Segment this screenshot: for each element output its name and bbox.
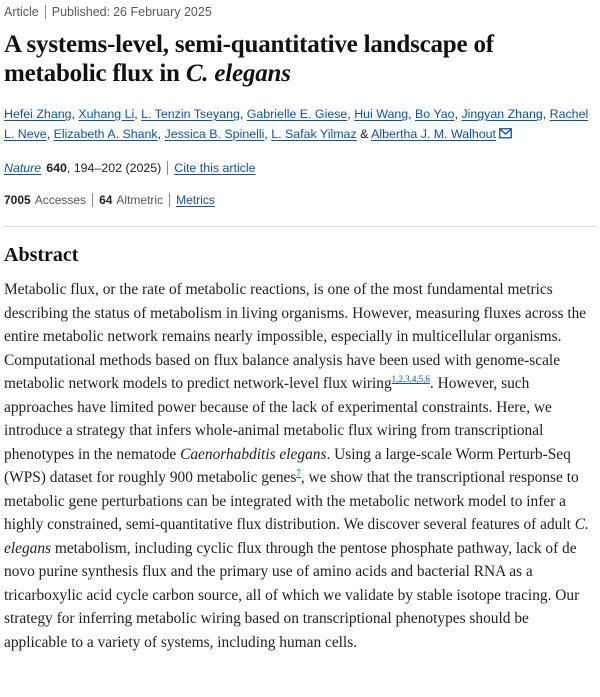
author-separator: , [454, 107, 462, 121]
author-separator: , [542, 107, 550, 121]
author-link[interactable]: Bo Yao [415, 107, 455, 121]
author-link[interactable]: Hui Wang [354, 107, 409, 121]
published-date: 26 February 2025 [113, 5, 212, 19]
author-separator: , [239, 107, 247, 121]
species-name: Caenorhabditis elegans [180, 445, 327, 463]
altmetric-count: 64 [99, 193, 113, 207]
abstract-text: Metabolic flux, or the rate of metabolic reactions, is one of the most fundamental metrics describing the status of metabolism in living organisms. However, measuring fluxes across the entire metabolic network remains nearly impossible, especially in multicellular organisms. Computational methods based on flux balance analysis have been used with genome-scale metabolic network models to predict network-level flux wiring [4, 281, 587, 392]
abstract-paragraph [4, 278, 594, 654]
accesses-label: Accesses [34, 193, 87, 207]
author-link[interactable]: L. Tenzin Tseyang [141, 107, 240, 121]
reference-link[interactable]: 7 [296, 468, 301, 478]
title-text: A systems-level, semi-quantitative landscape of metabolic flux in [4, 31, 494, 87]
reference-link[interactable]: 1,2,3,4,5,6 [391, 374, 430, 384]
cite-this-article-link[interactable]: Cite this article [174, 161, 256, 175]
author-separator: & [356, 127, 372, 141]
author-separator: , [347, 107, 355, 121]
published-prefix: Published: [51, 5, 111, 19]
journal-link[interactable]: Nature [4, 161, 42, 175]
corresponding-author-link[interactable]: Albertha J. M. Walhout [371, 127, 496, 141]
citation-divider [167, 161, 168, 175]
metrics-link[interactable]: Metrics [176, 193, 215, 207]
author-separator: , [264, 127, 272, 141]
author-list [4, 104, 596, 145]
article-metrics [4, 192, 596, 208]
author-link[interactable]: L. Safak Yilmaz [271, 127, 357, 141]
author-link[interactable]: Gabrielle E. Giese [246, 107, 348, 121]
article-meta [4, 4, 596, 20]
accesses-count: 7005 [4, 193, 31, 207]
author-link[interactable]: Rachel L. Neve [4, 107, 589, 141]
abstract-heading: Abstract [4, 244, 79, 266]
section-divider [4, 226, 596, 227]
author-link[interactable]: Jingyan Zhang [461, 107, 543, 121]
article-title [4, 30, 596, 88]
journal-pages-year: , 194–202 (2025) [66, 161, 162, 175]
species-name: C. elegans [4, 516, 589, 557]
author-separator: , [408, 107, 416, 121]
author-link[interactable]: Xuhang Li [78, 107, 135, 121]
metrics-divider [92, 193, 93, 207]
journal-volume: 640 [46, 161, 67, 175]
author-link[interactable]: Jessica B. Spinelli [164, 127, 265, 141]
abstract-text: . Using a large-scale Worm Perturb-Seq (WPS) dataset for roughly 900 metabolic genes [4, 445, 571, 486]
author-link[interactable]: Elizabeth A. Shank [53, 127, 158, 141]
author-separator: , [71, 107, 79, 121]
abstract-text: , we show that the transcriptional response to metabolic gene perturbations can be integrated with the metabolic network model to infer a highly constrained, semi-quantitative flux distribution. We discover several features of adult [4, 469, 579, 533]
abstract-text: metabolism, including cyclic flux through the pentose phosphate pathway, lack of de novo purine synthesis flux and the primary use of amino acids and bacterial RNA as a tricarboxylic acid cycle carbon source, all of which we validate by stable isotope tracing. Our strategy for inferring metabolic wiring based on transcriptional phenotypes should be applicable to a variety of systems, including human cells. [4, 539, 580, 651]
article-type: Article [4, 5, 39, 19]
reference-citation [392, 374, 430, 384]
citation-line [4, 160, 596, 176]
metrics-divider [169, 193, 170, 207]
abstract-text: . However, such approaches have limited power because of the lack of experimental constraints. Here, we introduce a strategy that infers whole-animal metabolic flux wiring from transcriptional phenotypes in the nematode [4, 375, 552, 463]
altmetric-label: Altmetric [116, 193, 164, 207]
author-separator: , [46, 127, 54, 141]
meta-divider [45, 5, 46, 19]
author-link[interactable]: Hefei Zhang [4, 107, 72, 121]
title-species: C. elegans [185, 60, 291, 87]
mail-icon[interactable] [499, 125, 512, 145]
author-separator: , [134, 107, 142, 121]
author-separator: , [157, 127, 165, 141]
article-page [0, 4, 600, 697]
